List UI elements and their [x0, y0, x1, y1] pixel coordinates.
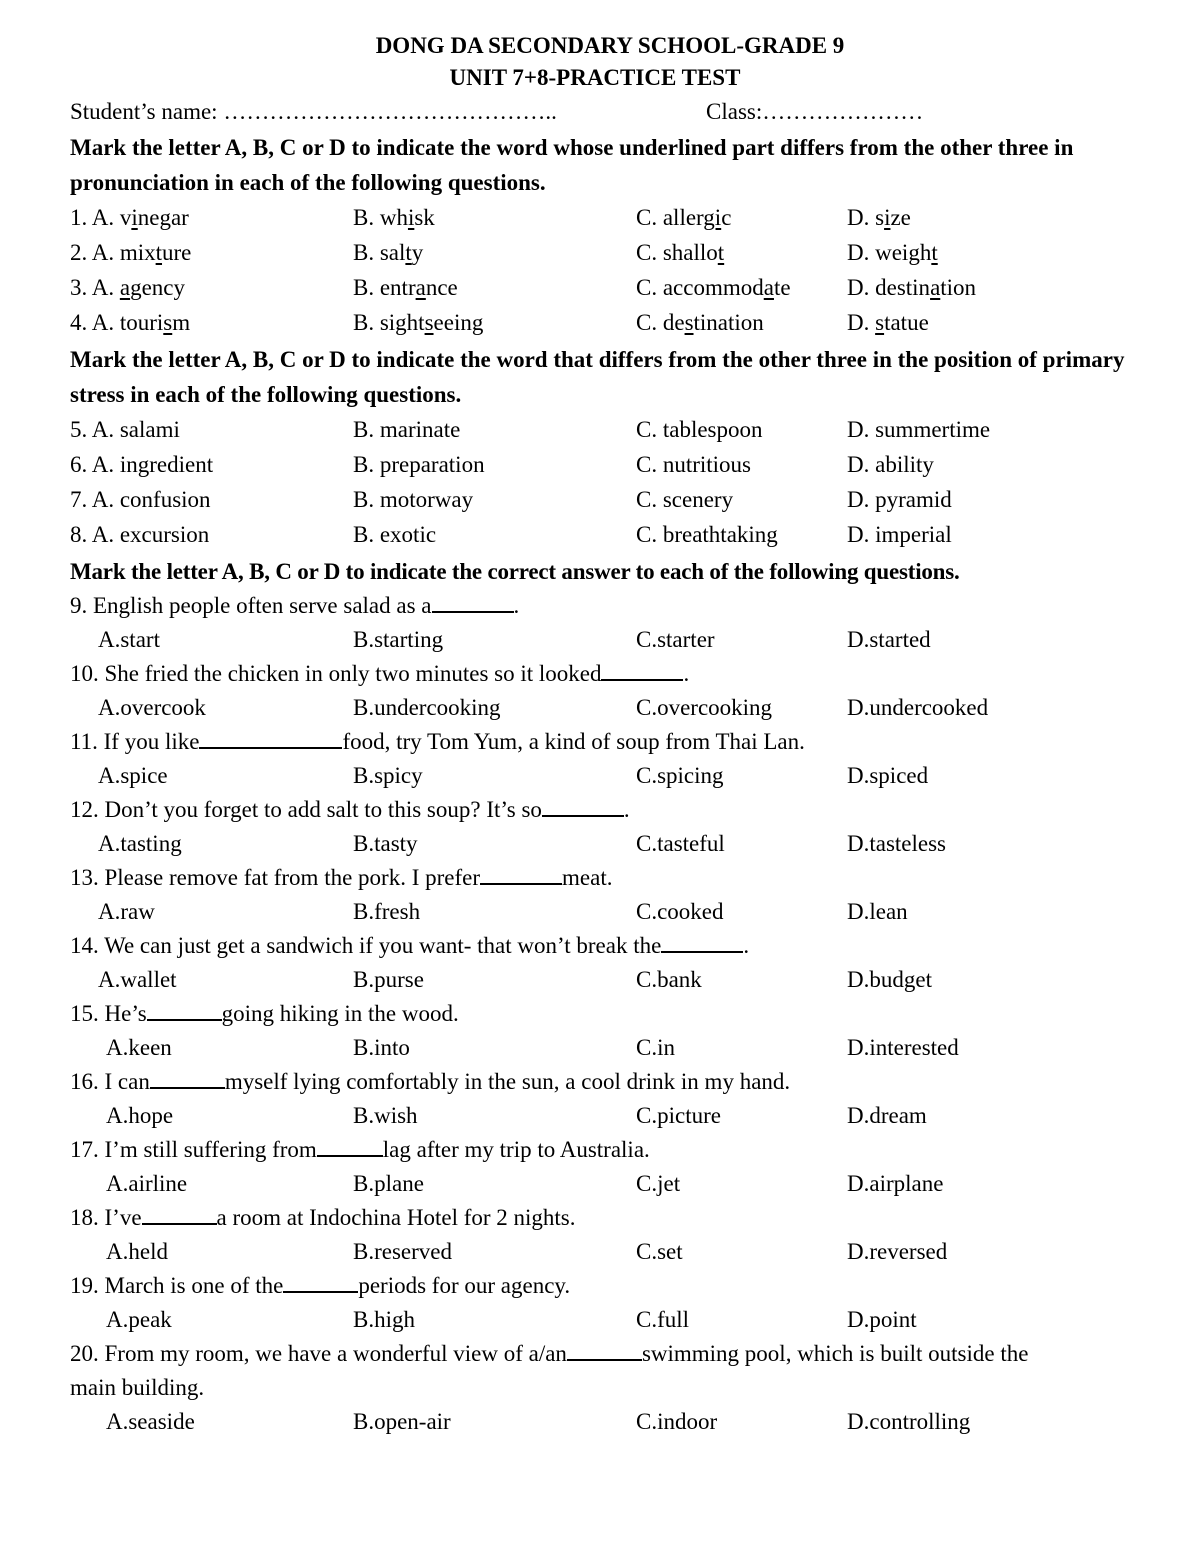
answer-option: D.spiced [847, 763, 929, 788]
option-cell: B. salty [353, 240, 424, 265]
answer-option: B.fresh [353, 899, 421, 924]
answer-options [70, 1235, 1170, 1269]
class-field: Class:………………… [706, 99, 924, 124]
option-cell: D. size [847, 205, 911, 230]
answer-option: B.purse [353, 967, 424, 992]
answer-option: C.picture [636, 1103, 721, 1128]
option-cell: C. breathtaking [636, 522, 778, 547]
option-cell: C. nutritious [636, 452, 752, 477]
answer-blank [661, 931, 743, 953]
answer-option: A.wallet [98, 967, 177, 992]
section2-questions [70, 412, 1170, 552]
answer-option: C.in [636, 1035, 675, 1060]
answer-blank [542, 795, 624, 817]
option-cell: B. whisk [353, 205, 435, 230]
answer-option: B.spicy [353, 763, 423, 788]
question-text: 10. She fried the chicken in only two minutes so it looked . [70, 661, 690, 686]
option-cell: D. destination [847, 275, 977, 300]
answer-option: A.spice [98, 763, 168, 788]
answer-blank [199, 727, 342, 749]
answer-options [70, 1031, 1170, 1065]
option-cell: 6. A. ingredient [70, 452, 214, 477]
section1-questions [70, 200, 1170, 340]
underlined-part: s [163, 310, 173, 335]
answer-option: A.overcook [98, 695, 206, 720]
pronunciation-row [70, 305, 1170, 340]
answer-option: D.undercooked [847, 695, 989, 720]
question-text: 17. I’m still suffering from lag after my trip to Australia. [70, 1137, 650, 1162]
answer-option: C.overcooking [636, 695, 773, 720]
answer-option: D.tasteless [847, 831, 947, 856]
underlined-part: a [119, 275, 131, 300]
answer-options [70, 759, 1170, 793]
answer-option: B.high [353, 1307, 415, 1332]
option-cell: 3. A. agency [70, 275, 185, 300]
answer-option: C.bank [636, 967, 702, 992]
question-text: 19. March is one of the periods for our agency. [70, 1273, 571, 1298]
answer-option: D.started [847, 627, 931, 652]
underlined-part: a [930, 275, 941, 300]
underlined-part: t [155, 240, 163, 265]
option-cell: C. destination [636, 310, 764, 335]
answer-option: C.cooked [636, 899, 724, 924]
option-cell: B. marinate [353, 417, 461, 442]
stress-row [70, 482, 1170, 517]
answer-option: D.point [847, 1307, 917, 1332]
section1-instruction: Mark the letter A, B, C or D to indicate the word whose underlined part differs from the other three in pronunciation in each of the following questions. [70, 135, 1074, 195]
answer-option: A.raw [98, 899, 155, 924]
answer-option: D.airplane [847, 1171, 944, 1196]
answer-option: B.starting [353, 627, 444, 652]
answer-option: B.plane [353, 1171, 424, 1196]
answer-blank [317, 1135, 383, 1157]
question-text: 11. If you like food, try Tom Yum, a kind of soup from Thai Lan. [70, 729, 805, 754]
option-cell: 1. A. vinegar [70, 205, 189, 230]
option-cell: D. weight [847, 240, 938, 265]
answer-option: B.tasty [353, 831, 418, 856]
option-cell: B. preparation [353, 452, 485, 477]
answer-option: B.into [353, 1035, 410, 1060]
section3-instruction: Mark the letter A, B, C or D to indicate the correct answer to each of the following questions. [70, 559, 960, 584]
option-cell: D. pyramid [847, 487, 952, 512]
stress-row [70, 517, 1170, 552]
stress-row [70, 447, 1170, 482]
option-cell: D. imperial [847, 522, 952, 547]
pronunciation-row [70, 235, 1170, 270]
option-cell: D. ability [847, 452, 934, 477]
stress-row [70, 412, 1170, 447]
answer-option: D.budget [847, 967, 932, 992]
option-cell: C. allergic [636, 205, 732, 230]
answer-option: C.jet [636, 1171, 681, 1196]
section3-questions [70, 589, 1170, 1439]
school-title: DONG DA SECONDARY SCHOOL-GRADE 9 [375, 33, 845, 58]
underlined-part: gi [703, 205, 722, 230]
answer-option: D.dream [847, 1103, 927, 1128]
pronunciation-row [70, 270, 1170, 305]
answer-options [70, 623, 1170, 657]
underlined-part: i [884, 205, 891, 230]
underlined-part: s [684, 310, 694, 335]
answer-option: A.keen [106, 1035, 172, 1060]
underlined-part: i [131, 205, 138, 230]
option-cell: C. tablespoon [636, 417, 763, 442]
answer-options [70, 1405, 1170, 1439]
option-cell: C. scenery [636, 487, 734, 512]
answer-option: C.spicing [636, 763, 724, 788]
answer-blank [567, 1339, 642, 1361]
test-title: UNIT 7+8-PRACTICE TEST [449, 65, 741, 90]
answer-options [70, 895, 1170, 929]
answer-option: D.reversed [847, 1239, 948, 1264]
option-cell: 8. A. excursion [70, 522, 210, 547]
answer-options [70, 827, 1170, 861]
student-name-field: Student’s name: …………………………………….. [70, 99, 557, 124]
option-cell: 7. A. confusion [70, 487, 211, 512]
question-text: 20. From my room, we have a wonderful view of a/an swimming pool, which is built outside the main building. [70, 1341, 1029, 1400]
answer-option: A.peak [106, 1307, 172, 1332]
underlined-part: s [424, 310, 434, 335]
worksheet-page [70, 30, 1170, 1439]
answer-options [70, 1099, 1170, 1133]
underlined-part: t [931, 240, 938, 265]
question-text: 12. Don’t you forget to add salt to this soup? It’s so . [70, 797, 630, 822]
answer-blank [480, 863, 562, 885]
option-cell: B. entrance [353, 275, 458, 300]
answer-option: A.tasting [98, 831, 182, 856]
answer-options [70, 691, 1170, 725]
option-cell: B. sightseeing [353, 310, 484, 335]
pronunciation-row [70, 200, 1170, 235]
option-cell: D. statue [847, 310, 929, 335]
answer-option: B.open-air [353, 1409, 451, 1434]
answer-option: C.starter [636, 627, 715, 652]
question-text: 18. I’ve a room at Indochina Hotel for 2 nights. [70, 1205, 576, 1230]
answer-option: A.seaside [106, 1409, 195, 1434]
answer-options [70, 1167, 1170, 1201]
answer-option: A.start [98, 627, 160, 652]
option-cell: B. exotic [353, 522, 437, 547]
option-cell: 4. A. tourism [70, 310, 191, 335]
answer-option: A.held [106, 1239, 168, 1264]
question-text: 16. I can myself lying comfortably in the sun, a cool drink in my hand. [70, 1069, 791, 1094]
underlined-part: t [717, 240, 725, 265]
underlined-part: a [763, 275, 774, 300]
answer-option: D.lean [847, 899, 908, 924]
question-text: 13. Please remove fat from the pork. I prefer meat. [70, 865, 613, 890]
option-cell: C. accommodate [636, 275, 791, 300]
answer-option: B.reserved [353, 1239, 452, 1264]
answer-option: D.interested [847, 1035, 959, 1060]
answer-blank [142, 1203, 217, 1225]
answer-option: C.indoor [636, 1409, 718, 1434]
question-text: 9. English people often serve salad as a . [70, 593, 520, 618]
answer-option: B.undercooking [353, 695, 501, 720]
option-cell: 2. A. mixture [70, 240, 192, 265]
question-text: 15. He’s going hiking in the wood. [70, 1001, 459, 1026]
answer-option: A.airline [106, 1171, 188, 1196]
underlined-part: a [415, 275, 426, 300]
answer-options [70, 963, 1170, 997]
section2-instruction: Mark the letter A, B, C or D to indicate the word that differs from the other three in the position of primary stress in each of the following questions. [70, 347, 1125, 407]
answer-option: C.set [636, 1239, 683, 1264]
answer-blank [432, 591, 514, 613]
answer-blank [147, 999, 222, 1021]
answer-option: D.controlling [847, 1409, 971, 1434]
underlined-part: t [405, 240, 412, 265]
question-text: 14. We can just get a sandwich if you want- that won’t break the . [70, 933, 750, 958]
underlined-part: s [875, 310, 885, 335]
answer-option: C.tasteful [636, 831, 725, 856]
answer-blank [601, 659, 683, 681]
answer-option: B.wish [353, 1103, 418, 1128]
student-info-row [70, 94, 1170, 130]
answer-option: C.full [636, 1307, 690, 1332]
answer-blank [150, 1067, 225, 1089]
option-cell: 5. A. salami [70, 417, 180, 442]
answer-option: A.hope [106, 1103, 174, 1128]
answer-blank [283, 1271, 358, 1293]
answer-options [70, 1303, 1170, 1337]
option-cell: B. motorway [353, 487, 474, 512]
option-cell: C. shallot [636, 240, 725, 265]
option-cell: D. summertime [847, 417, 991, 442]
underlined-part: i [407, 205, 415, 230]
